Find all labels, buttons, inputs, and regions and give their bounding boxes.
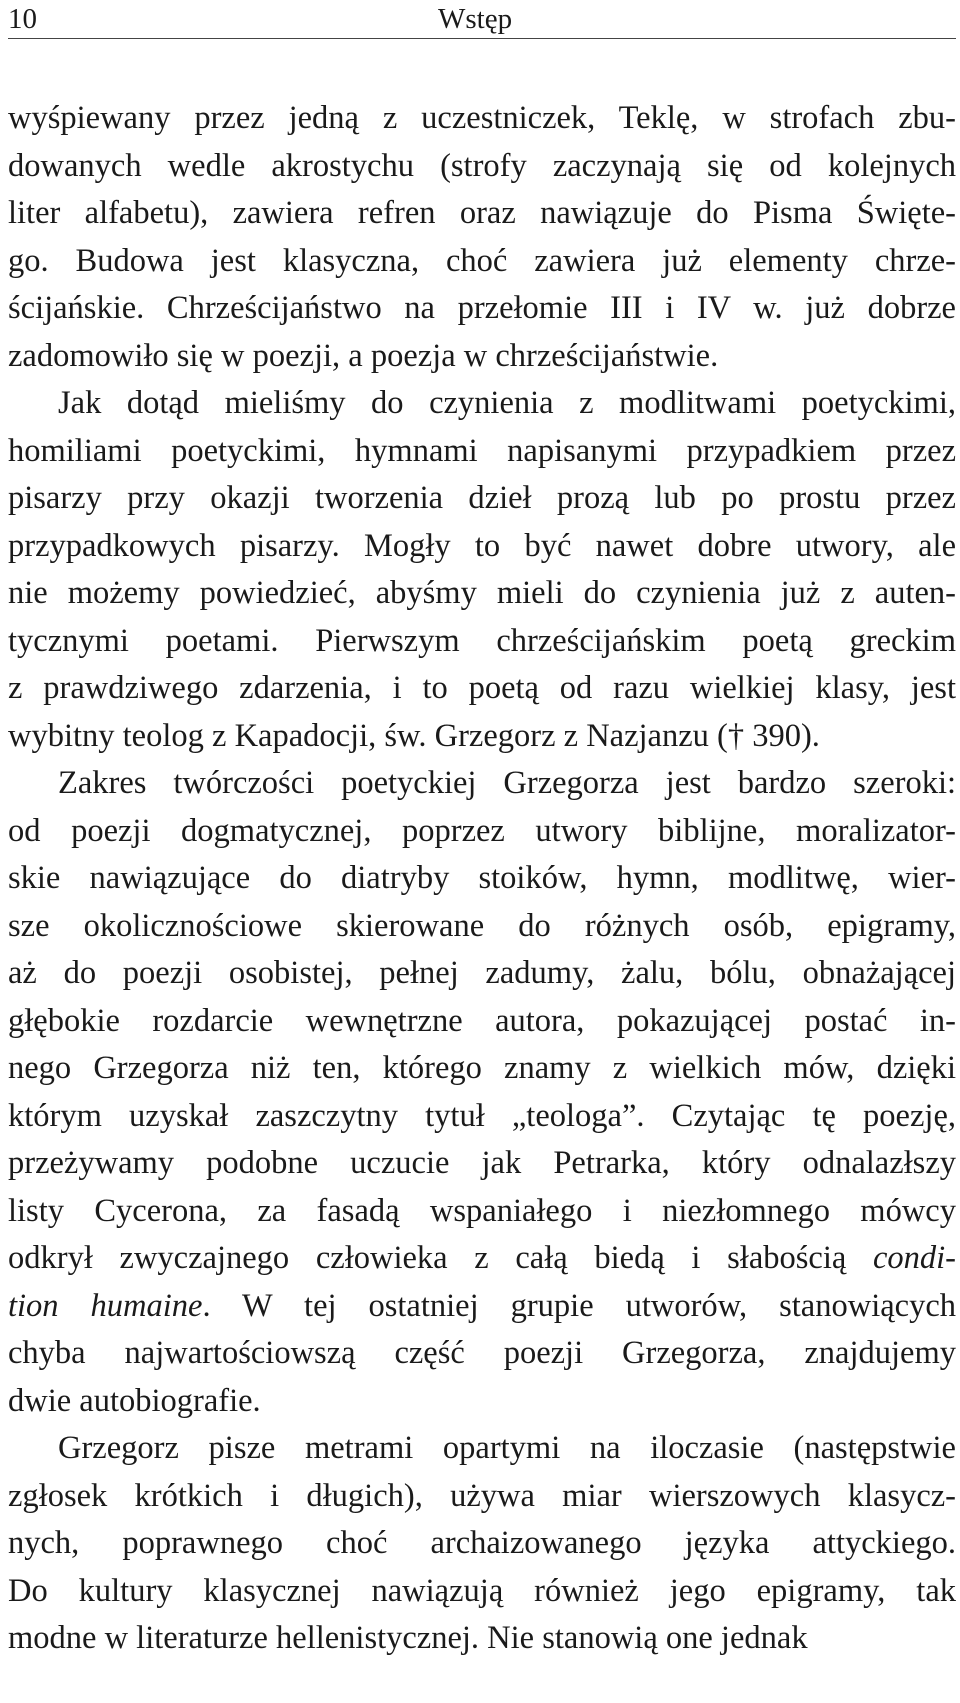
text-line: chyba najwartościowszą część poezji Grzegorza, znajdujemy [8,1335,956,1371]
text-line: przypadkowych pisarzy. Mogły to być nawet dobre utwory, ale [8,527,956,564]
text-line: ścijańskie. Chrześcijaństwo na przełomie III i IV w. już dobrze [8,290,956,326]
book-page [8,0,956,1703]
text-line: wyśpiewany przez jedną z uczestniczek, Teklę, w strofach zbu- [8,100,956,136]
text-line: nie możemy powiedzieć, abyśmy mieli do czynienia już z auten- [8,575,956,611]
text-line: wybitny teolog z Kapadocji, św. Grzegorz z Nazjanzu († 390). [8,717,820,754]
italic-phrase: tion humaine [8,1287,203,1324]
text-line: głębokie rozdarcie wewnętrzne autora, pokazującej postać in- [8,1002,956,1039]
text-line: homiliami poetyckimi, hymnami napisanymi przypadkiem przez [8,432,956,469]
text-line: Zakres twórczości poetyckiej Grzegorza jest bardzo szeroki: [58,765,956,801]
text-line: Jak dotąd mieliśmy do czynienia z modlitwami poetyckimi, [58,385,956,421]
paragraph [8,1425,956,1663]
text-line: modne w literaturze hellenistycznej. Nie stanowią one jednak [8,1620,808,1656]
text-line: pisarzy przy okazji tworzenia dzieł prozą lub po prostu przez [8,480,956,516]
text-line: liter alfabetu), zawiera refren oraz nawiązuje do Pisma Święte- [8,195,956,231]
text-line: zgłosek krótkich i długich), używa miar wierszowych klasycz- [8,1477,956,1514]
body-text [8,95,956,1663]
paragraph [8,380,956,760]
text-line: dwie autobiografie. [8,1382,261,1419]
text-line: z prawdziwego zdarzenia, i to poetą od razu wielkiej klasy, jest [8,670,956,706]
paragraph [8,760,956,1425]
text-line: skie nawiązujące do diatryby stoików, hymn, modlitwę, wier- [8,860,956,896]
italic-phrase: condi- [872,1240,956,1276]
text-line: tion humaine. W tej ostatniej grupie utworów, stanowiących [8,1287,956,1324]
chapter-title: Wstęp [438,3,513,35]
text-line: zadomowiło się w poezji, a poezja w chrześcijaństwie. [8,337,719,374]
text-line: nych, poprawnego choć archaizowanego języka attyckiego. [8,1525,956,1561]
text-line: listy Cycerona, za fasadą wspaniałego i niezłomnego mówcy [8,1192,956,1229]
running-head [8,0,956,39]
text-line: dowanych wedle akrostychu (strofy zaczynają się od kolejnych [8,147,956,184]
text-line: tycznymi poetami. Pierwszym chrześcijańskim poetą greckim [8,622,956,659]
text-line: od poezji dogmatycznej, poprzez utwory biblijne, moralizator- [8,812,956,849]
paragraph [8,95,956,380]
text-line: Do kultury klasycznej nawiązują również jego epigramy, tak [8,1572,956,1609]
text-line: nego Grzegorza niż ten, którego znamy z wielkich mów, dzięki [8,1050,956,1086]
text-line: którym uzyskał zaszczytny tytuł „teologa”. Czytając tę poezję, [8,1097,956,1134]
text-line: aż do poezji osobistej, pełnej zadumy, żalu, bólu, obnażającej [8,955,956,991]
text-line: odkrył zwyczajnego człowieka z całą biedą i słabością condi- [8,1240,956,1276]
page-number: 10 [8,3,37,35]
text-line: przeżywamy podobne uczucie jak Petrarka, który odnalazłszy [8,1145,956,1181]
text-line: go. Budowa jest klasyczna, choć zawiera już elementy chrze- [8,242,956,279]
text-line: Grzegorz pisze metrami opartymi na iloczasie (następstwie [58,1430,956,1466]
text-line: sze okolicznościowe skierowane do różnych osób, epigramy, [8,907,956,944]
